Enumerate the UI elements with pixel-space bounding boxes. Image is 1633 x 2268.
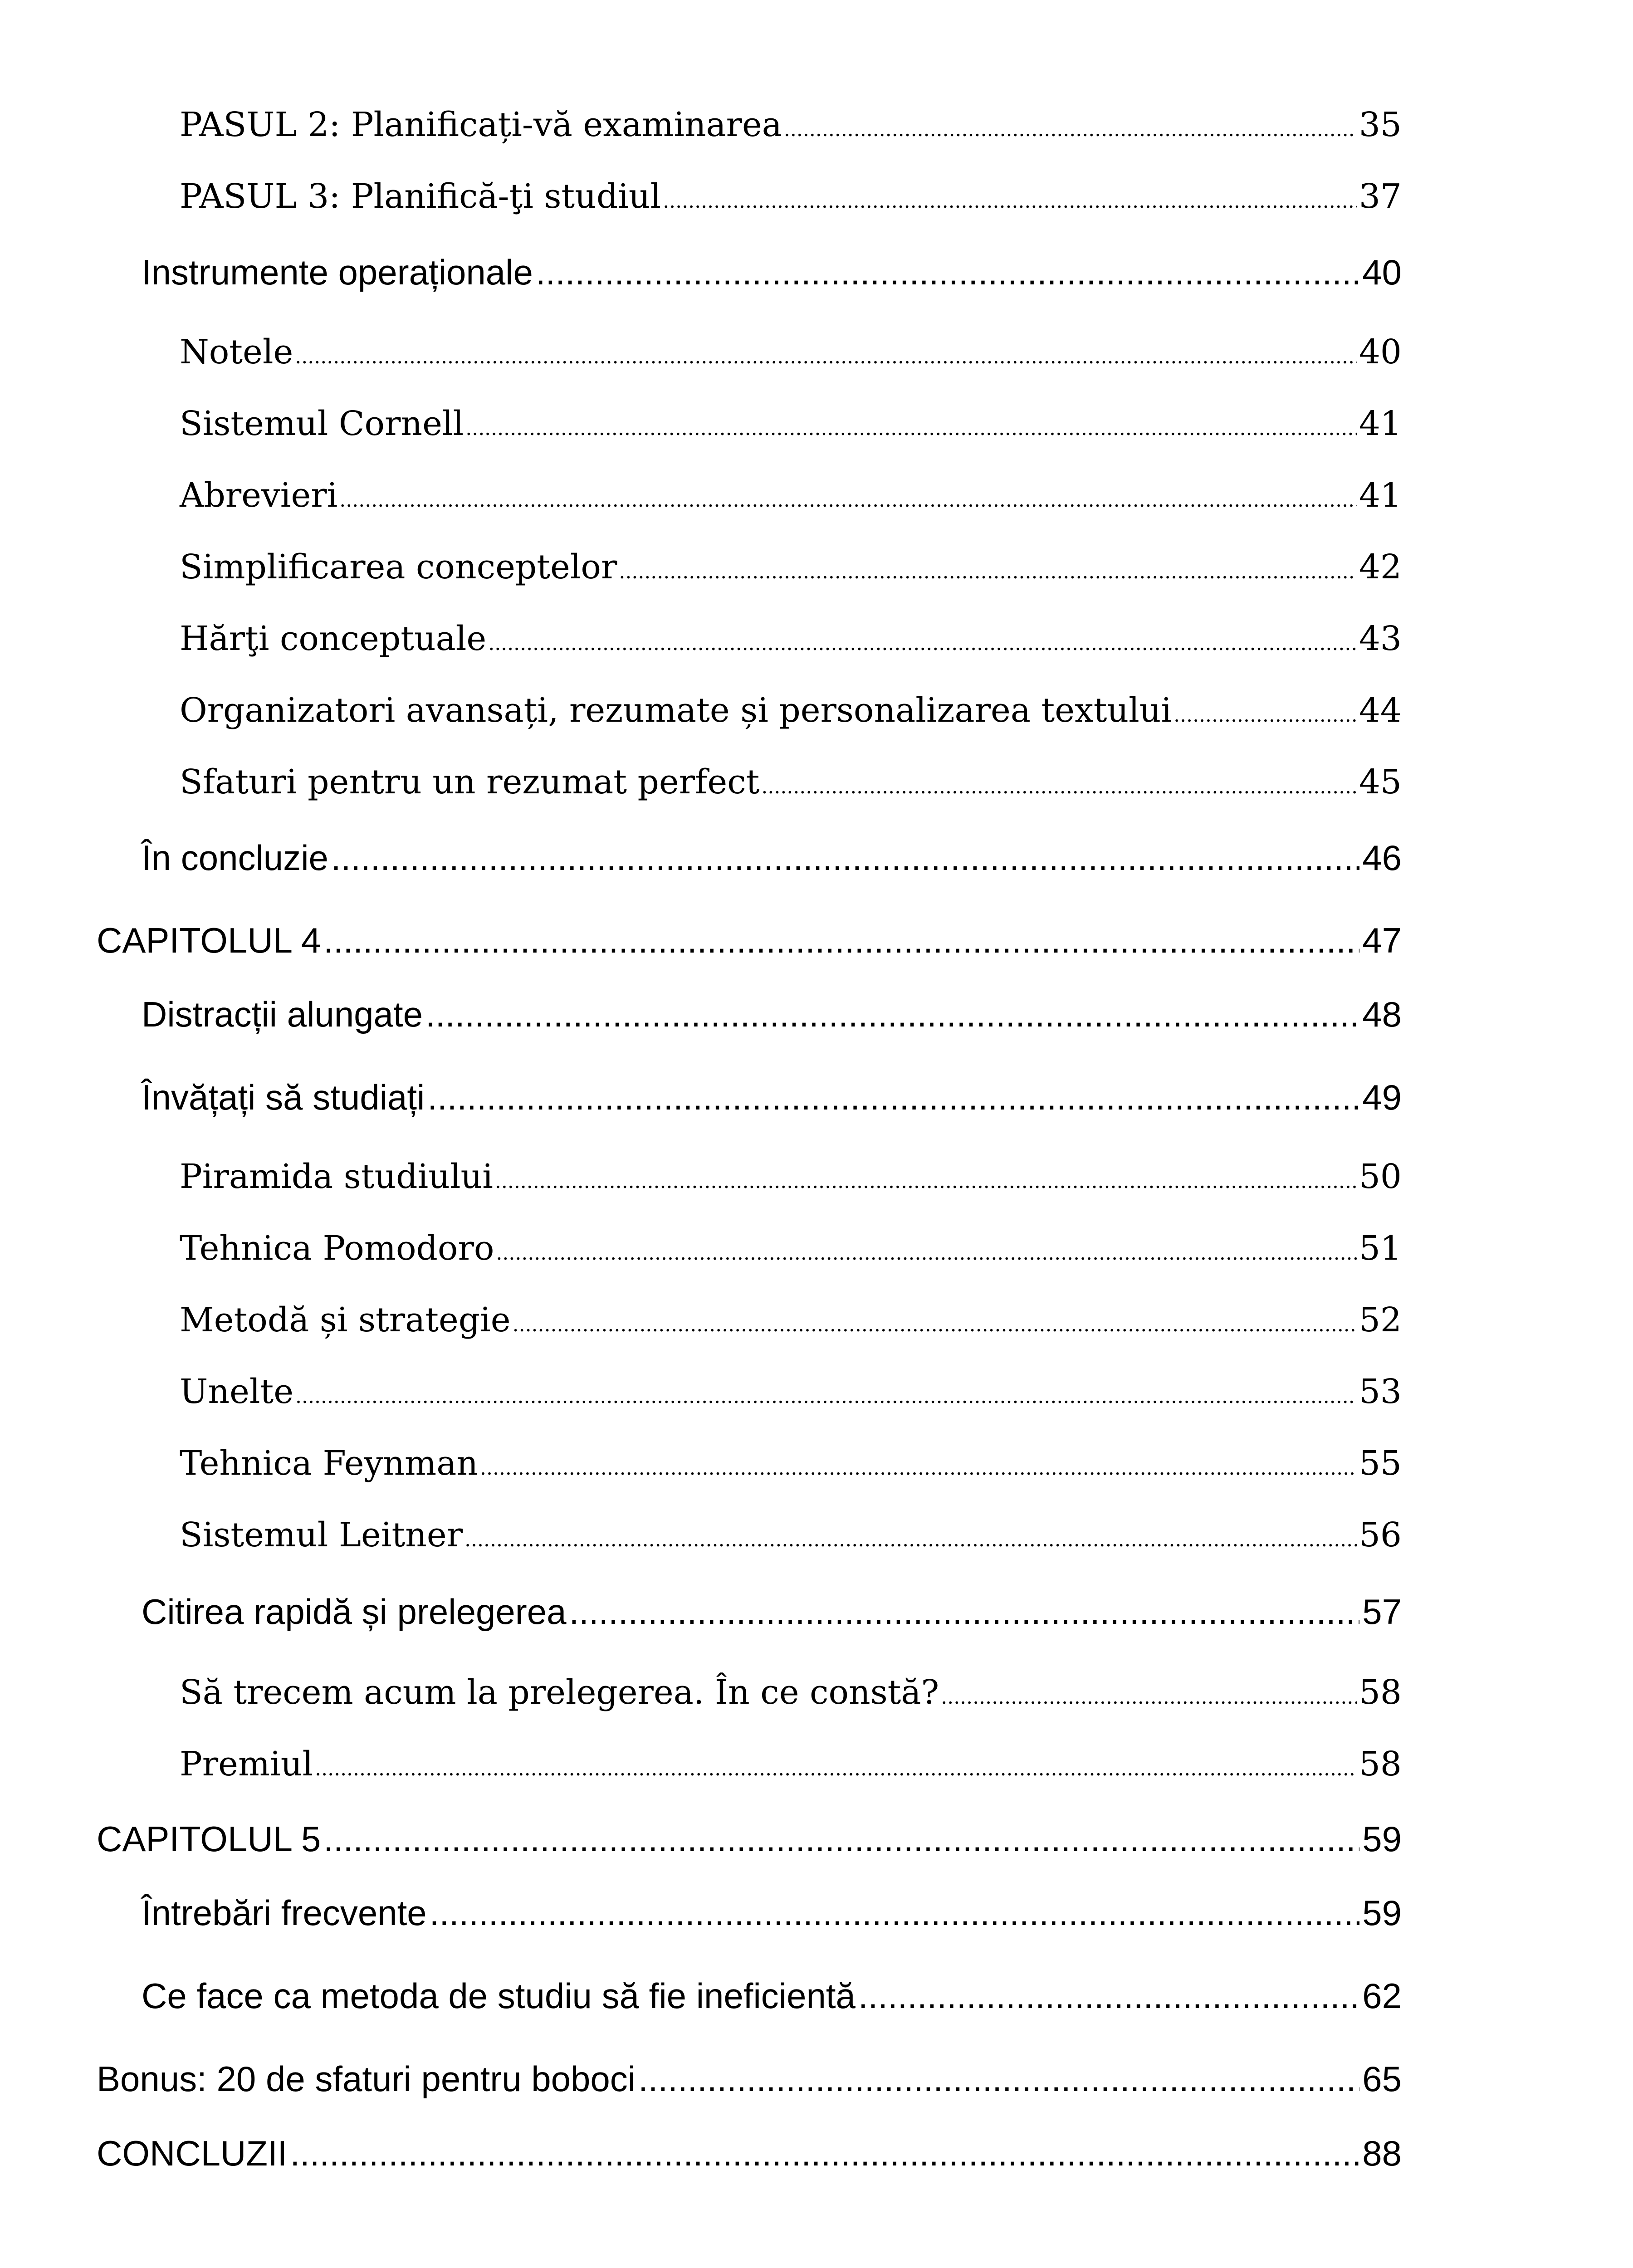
dot-leader xyxy=(323,920,1359,961)
toc-entry-label: CAPITOLUL 5 xyxy=(97,1819,321,1859)
dot-leader xyxy=(858,1975,1359,2017)
dot-leader xyxy=(569,1591,1360,1633)
toc-entry-page: 51 xyxy=(1359,1229,1402,1268)
dot-leader xyxy=(315,1757,1357,1780)
toc-entry-instrumente-operationale[interactable] xyxy=(142,252,1402,293)
toc-entry-page: 42 xyxy=(1359,547,1402,587)
toc-entry-invatati-sa-studiati[interactable] xyxy=(142,1077,1402,1118)
toc-entry-page: 55 xyxy=(1359,1444,1402,1483)
toc-entry-page: 58 xyxy=(1359,1673,1402,1712)
toc-entry-page: 45 xyxy=(1359,763,1402,802)
dot-leader xyxy=(427,1077,1359,1118)
toc-entry-label: Organizatori avansați, rezumate și personalizarea textului xyxy=(180,691,1172,730)
toc-entry-sa-trecem-acum[interactable] xyxy=(180,1673,1402,1712)
toc-entry-label: Tehnica Feynman xyxy=(180,1444,478,1483)
toc-entry-label: Întrebări frecvente xyxy=(142,1893,427,1933)
dot-leader xyxy=(496,1242,1357,1265)
toc-entry-label: PASUL 2: Planificați-vă examinarea xyxy=(180,105,782,144)
toc-entry-label: Sfaturi pentru un rezumat perfect xyxy=(180,763,760,802)
toc-entry-label: Piramida studiului xyxy=(180,1157,493,1196)
toc-entry-label: PASUL 3: Planifică-ţi studiul xyxy=(180,177,661,216)
dot-leader xyxy=(941,1686,1357,1709)
dot-leader xyxy=(295,1385,1357,1408)
toc-entry-pasul-2[interactable] xyxy=(180,105,1402,144)
toc-entry-tehnica-pomodoro[interactable] xyxy=(180,1229,1402,1268)
toc-entry-page: 52 xyxy=(1359,1300,1402,1339)
toc-entry-abrevieri[interactable] xyxy=(180,476,1402,515)
toc-entry-page: 53 xyxy=(1359,1372,1402,1411)
toc-entry-page: 44 xyxy=(1359,691,1402,730)
dot-leader xyxy=(425,994,1359,1035)
toc-entry-simplificarea-conceptelor[interactable] xyxy=(180,547,1402,587)
toc-entry-label: Notele xyxy=(180,332,293,371)
toc-entry-page: 37 xyxy=(1359,177,1402,216)
dot-leader xyxy=(295,345,1357,368)
toc-entry-page: 47 xyxy=(1362,920,1402,960)
toc-entry-label: Învățați să studiați xyxy=(142,1077,425,1117)
toc-entry-metoda-si-strategie[interactable] xyxy=(180,1300,1402,1339)
dot-leader xyxy=(464,1528,1357,1551)
toc-entry-label: Hărţi conceptuale xyxy=(180,619,487,658)
toc-entry-citirea-rapida[interactable] xyxy=(142,1591,1402,1633)
dot-leader xyxy=(495,1170,1357,1193)
toc-entry-page: 35 xyxy=(1359,105,1402,144)
dot-leader xyxy=(638,2058,1359,2100)
dot-leader xyxy=(761,775,1357,798)
toc-entry-label: Premiul xyxy=(180,1745,313,1784)
toc-entry-capitolul-4[interactable] xyxy=(97,920,1402,961)
toc-entry-label: Să trecem acum la prelegerea. În ce constă? xyxy=(180,1673,939,1712)
toc-entry-page: 59 xyxy=(1362,1893,1402,1933)
toc-entry-notele[interactable] xyxy=(180,332,1402,371)
toc-entry-tehnica-feynman[interactable] xyxy=(180,1444,1402,1483)
toc-entry-page: 88 xyxy=(1362,2133,1402,2173)
dot-leader xyxy=(465,417,1357,440)
toc-entry-label: CONCLUZII xyxy=(97,2133,288,2173)
toc-entry-page: 56 xyxy=(1359,1515,1402,1554)
toc-entry-sistemul-leitner[interactable] xyxy=(180,1515,1402,1554)
toc-entry-label: Unelte xyxy=(180,1372,294,1411)
toc-entry-premiul[interactable] xyxy=(180,1745,1402,1784)
dot-leader xyxy=(480,1457,1357,1480)
toc-entry-page: 49 xyxy=(1362,1077,1402,1117)
dot-leader xyxy=(663,190,1357,213)
toc-entry-page: 48 xyxy=(1362,994,1402,1034)
toc-entry-label: În concluzie xyxy=(142,838,328,878)
dot-leader xyxy=(619,560,1357,583)
toc-entry-page: 58 xyxy=(1359,1745,1402,1784)
toc-entry-label: Abrevieri xyxy=(180,476,338,515)
toc-entry-label: Ce face ca metoda de studiu să fie ineficientă xyxy=(142,1976,856,2016)
dot-leader xyxy=(488,632,1357,655)
dot-leader xyxy=(513,1313,1357,1336)
toc-entry-pasul-3[interactable] xyxy=(180,177,1402,216)
toc-entry-organizatori-avansati[interactable] xyxy=(180,691,1402,730)
toc-entry-page: 43 xyxy=(1359,619,1402,658)
toc-entry-label: Tehnica Pomodoro xyxy=(180,1229,494,1268)
toc-entry-label: Metodă și strategie xyxy=(180,1300,511,1339)
toc-entry-page: 62 xyxy=(1362,1976,1402,2016)
toc-entry-ce-face-ca-metoda[interactable] xyxy=(142,1975,1402,2017)
toc-entry-piramida-studiului[interactable] xyxy=(180,1157,1402,1196)
toc-entry-concluzii[interactable] xyxy=(97,2133,1402,2174)
toc-entry-in-concluzie[interactable] xyxy=(142,837,1402,879)
toc-entry-label: Citirea rapidă și prelegerea xyxy=(142,1592,567,1632)
toc-entry-page: 40 xyxy=(1359,332,1402,371)
toc-entry-label: Distracții alungate xyxy=(142,994,423,1034)
toc-entry-page: 46 xyxy=(1362,838,1402,878)
toc-entry-capitolul-5[interactable] xyxy=(97,1818,1402,1860)
toc-entry-page: 41 xyxy=(1359,404,1402,443)
toc-entry-label: Instrumente operaționale xyxy=(142,252,533,292)
dot-leader xyxy=(339,489,1357,512)
toc-entry-intrebari-frecvente[interactable] xyxy=(142,1892,1402,1934)
dot-leader xyxy=(331,837,1359,879)
toc-entry-page: 65 xyxy=(1362,2059,1402,2099)
toc-entry-distractii-alungate[interactable] xyxy=(142,994,1402,1035)
dot-leader xyxy=(784,118,1357,141)
toc-entry-label: Sistemul Leitner xyxy=(180,1515,463,1554)
dot-leader xyxy=(430,1892,1360,1934)
dot-leader xyxy=(323,1818,1359,1860)
toc-entry-page: 57 xyxy=(1362,1592,1402,1632)
toc-entry-page: 59 xyxy=(1362,1819,1402,1859)
toc-entry-unelte[interactable] xyxy=(180,1372,1402,1411)
toc-entry-label: Simplificarea conceptelor xyxy=(180,547,617,587)
toc-entry-bonus[interactable] xyxy=(97,2058,1402,2100)
toc-entry-page: 41 xyxy=(1359,476,1402,515)
dot-leader xyxy=(536,252,1359,293)
toc-entry-sistemul-cornell[interactable] xyxy=(180,404,1402,443)
toc-entry-label: CAPITOLUL 4 xyxy=(97,920,321,960)
toc-entry-label: Bonus: 20 de sfaturi pentru boboci xyxy=(97,2059,636,2099)
dot-leader xyxy=(1173,704,1357,727)
toc-entry-label: Sistemul Cornell xyxy=(180,404,464,443)
dot-leader xyxy=(290,2133,1359,2174)
toc-entry-page: 40 xyxy=(1362,252,1402,292)
toc-entry-page: 50 xyxy=(1359,1157,1402,1196)
toc-entry-harti-conceptuale[interactable] xyxy=(180,619,1402,658)
toc-entry-sfaturi-rezumat[interactable] xyxy=(180,763,1402,802)
